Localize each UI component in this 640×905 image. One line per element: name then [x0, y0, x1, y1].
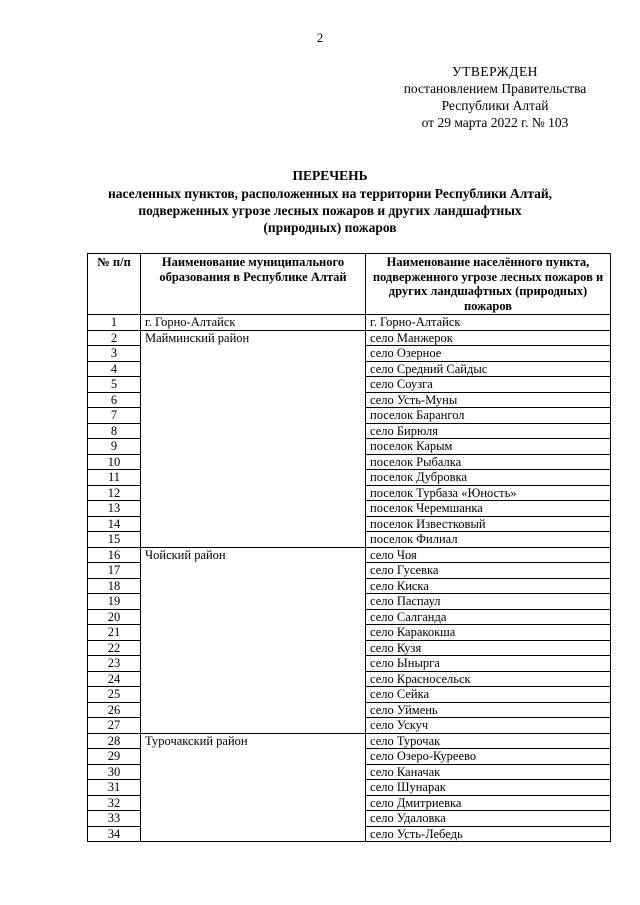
settlement-cell: поселок Турбаза «Юность» [366, 485, 611, 501]
document-heading: ПЕРЕЧЕНЬ [292, 168, 368, 183]
row-number: 5 [88, 377, 141, 393]
settlement-cell: г. Горно-Алтайск [366, 315, 611, 331]
settlement-cell: поселок Барангол [366, 408, 611, 424]
row-number: 3 [88, 346, 141, 362]
table-body [88, 315, 611, 842]
settlements-table [87, 253, 611, 842]
settlement-cell: село Гусевка [366, 563, 611, 579]
settlement-cell: село Сейка [366, 687, 611, 703]
settlement-cell: село Усть-Лебедь [366, 826, 611, 842]
row-number: 21 [88, 625, 141, 641]
municipality-cell: Чойский район [141, 547, 366, 733]
row-number: 6 [88, 392, 141, 408]
row-number: 4 [88, 361, 141, 377]
row-number: 2 [88, 330, 141, 346]
settlement-cell: село Удаловка [366, 811, 611, 827]
row-number: 10 [88, 454, 141, 470]
page-number: 2 [316, 30, 324, 45]
row-number: 25 [88, 687, 141, 703]
settlement-cell: село Соузга [366, 377, 611, 393]
settlement-cell: поселок Карым [366, 439, 611, 455]
row-number: 19 [88, 594, 141, 610]
settlement-cell: село Бирюля [366, 423, 611, 439]
document-title-line-3: (природных) пожаров [263, 220, 397, 235]
settlement-cell: село Ускуч [366, 718, 611, 734]
settlement-cell: село Озеро-Куреево [366, 749, 611, 765]
row-number: 13 [88, 501, 141, 517]
row-number: 8 [88, 423, 141, 439]
row-number: 33 [88, 811, 141, 827]
document-title-line-1: населенных пунктов, расположенных на территории Республики Алтай, [107, 186, 553, 201]
settlement-cell: село Дмитриевка [366, 795, 611, 811]
settlement-cell: поселок Филиал [366, 532, 611, 548]
settlement-cell: село Салганда [366, 609, 611, 625]
municipality-cell: Майминский район [141, 330, 366, 547]
settlement-cell: село Шунарак [366, 780, 611, 796]
municipality-cell: г. Горно-Алтайск [141, 315, 366, 331]
settlement-cell: поселок Известковый [366, 516, 611, 532]
row-number: 27 [88, 718, 141, 734]
row-number: 24 [88, 671, 141, 687]
settlement-cell: село Средний Сайдыс [366, 361, 611, 377]
row-number: 23 [88, 656, 141, 672]
table-row [88, 547, 611, 563]
row-number: 18 [88, 578, 141, 594]
settlement-cell: село Красносельск [366, 671, 611, 687]
settlement-cell: поселок Рыбалка [366, 454, 611, 470]
settlement-cell: село Паспаул [366, 594, 611, 610]
approval-line-2: Республики Алтай [441, 98, 549, 113]
row-number: 7 [88, 408, 141, 424]
table-row [88, 330, 611, 346]
row-number: 16 [88, 547, 141, 563]
document-title-line-2: подверженных угрозе лесных пожаров и других ландшафтных [138, 203, 522, 218]
row-number: 17 [88, 563, 141, 579]
document-title [60, 167, 600, 236]
settlement-cell: село Чоя [366, 547, 611, 563]
header-number: № п/п [88, 254, 141, 315]
table-row [88, 315, 611, 331]
row-number: 12 [88, 485, 141, 501]
settlement-cell: село Каракокша [366, 625, 611, 641]
settlement-cell: село Кузя [366, 640, 611, 656]
row-number: 20 [88, 609, 141, 625]
row-number: 11 [88, 470, 141, 486]
settlement-cell: село Озерное [366, 346, 611, 362]
row-number: 32 [88, 795, 141, 811]
settlement-cell: село Усть-Муны [366, 392, 611, 408]
settlement-cell: поселок Дубровка [366, 470, 611, 486]
row-number: 9 [88, 439, 141, 455]
settlement-cell: поселок Черемшанка [366, 501, 611, 517]
settlement-cell: село Турочак [366, 733, 611, 749]
row-number: 34 [88, 826, 141, 842]
settlement-cell: село Уймень [366, 702, 611, 718]
settlement-cell: село Ынырга [366, 656, 611, 672]
row-number: 14 [88, 516, 141, 532]
row-number: 28 [88, 733, 141, 749]
row-number: 15 [88, 532, 141, 548]
row-number: 30 [88, 764, 141, 780]
row-number: 26 [88, 702, 141, 718]
table-row [88, 733, 611, 749]
approval-line-3: от 29 марта 2022 г. № 103 [421, 115, 569, 130]
row-number: 31 [88, 780, 141, 796]
settlement-cell: село Каначак [366, 764, 611, 780]
approval-stamp [370, 63, 620, 131]
row-number: 1 [88, 315, 141, 331]
settlement-cell: село Манжерок [366, 330, 611, 346]
header-municipality: Наименование муниципального образования в Республике Алтай [141, 254, 366, 315]
table-header-row [88, 254, 611, 315]
approval-title: УТВЕРЖДЕН [452, 64, 538, 79]
header-settlement: Наименование населённого пункта, подверженного угрозе лесных пожаров и других ландшафтных (природных) пожаров [366, 254, 611, 315]
municipality-cell: Турочакский район [141, 733, 366, 842]
approval-line-1: постановлением Правительства [403, 81, 587, 96]
settlement-cell: село Киска [366, 578, 611, 594]
row-number: 22 [88, 640, 141, 656]
row-number: 29 [88, 749, 141, 765]
